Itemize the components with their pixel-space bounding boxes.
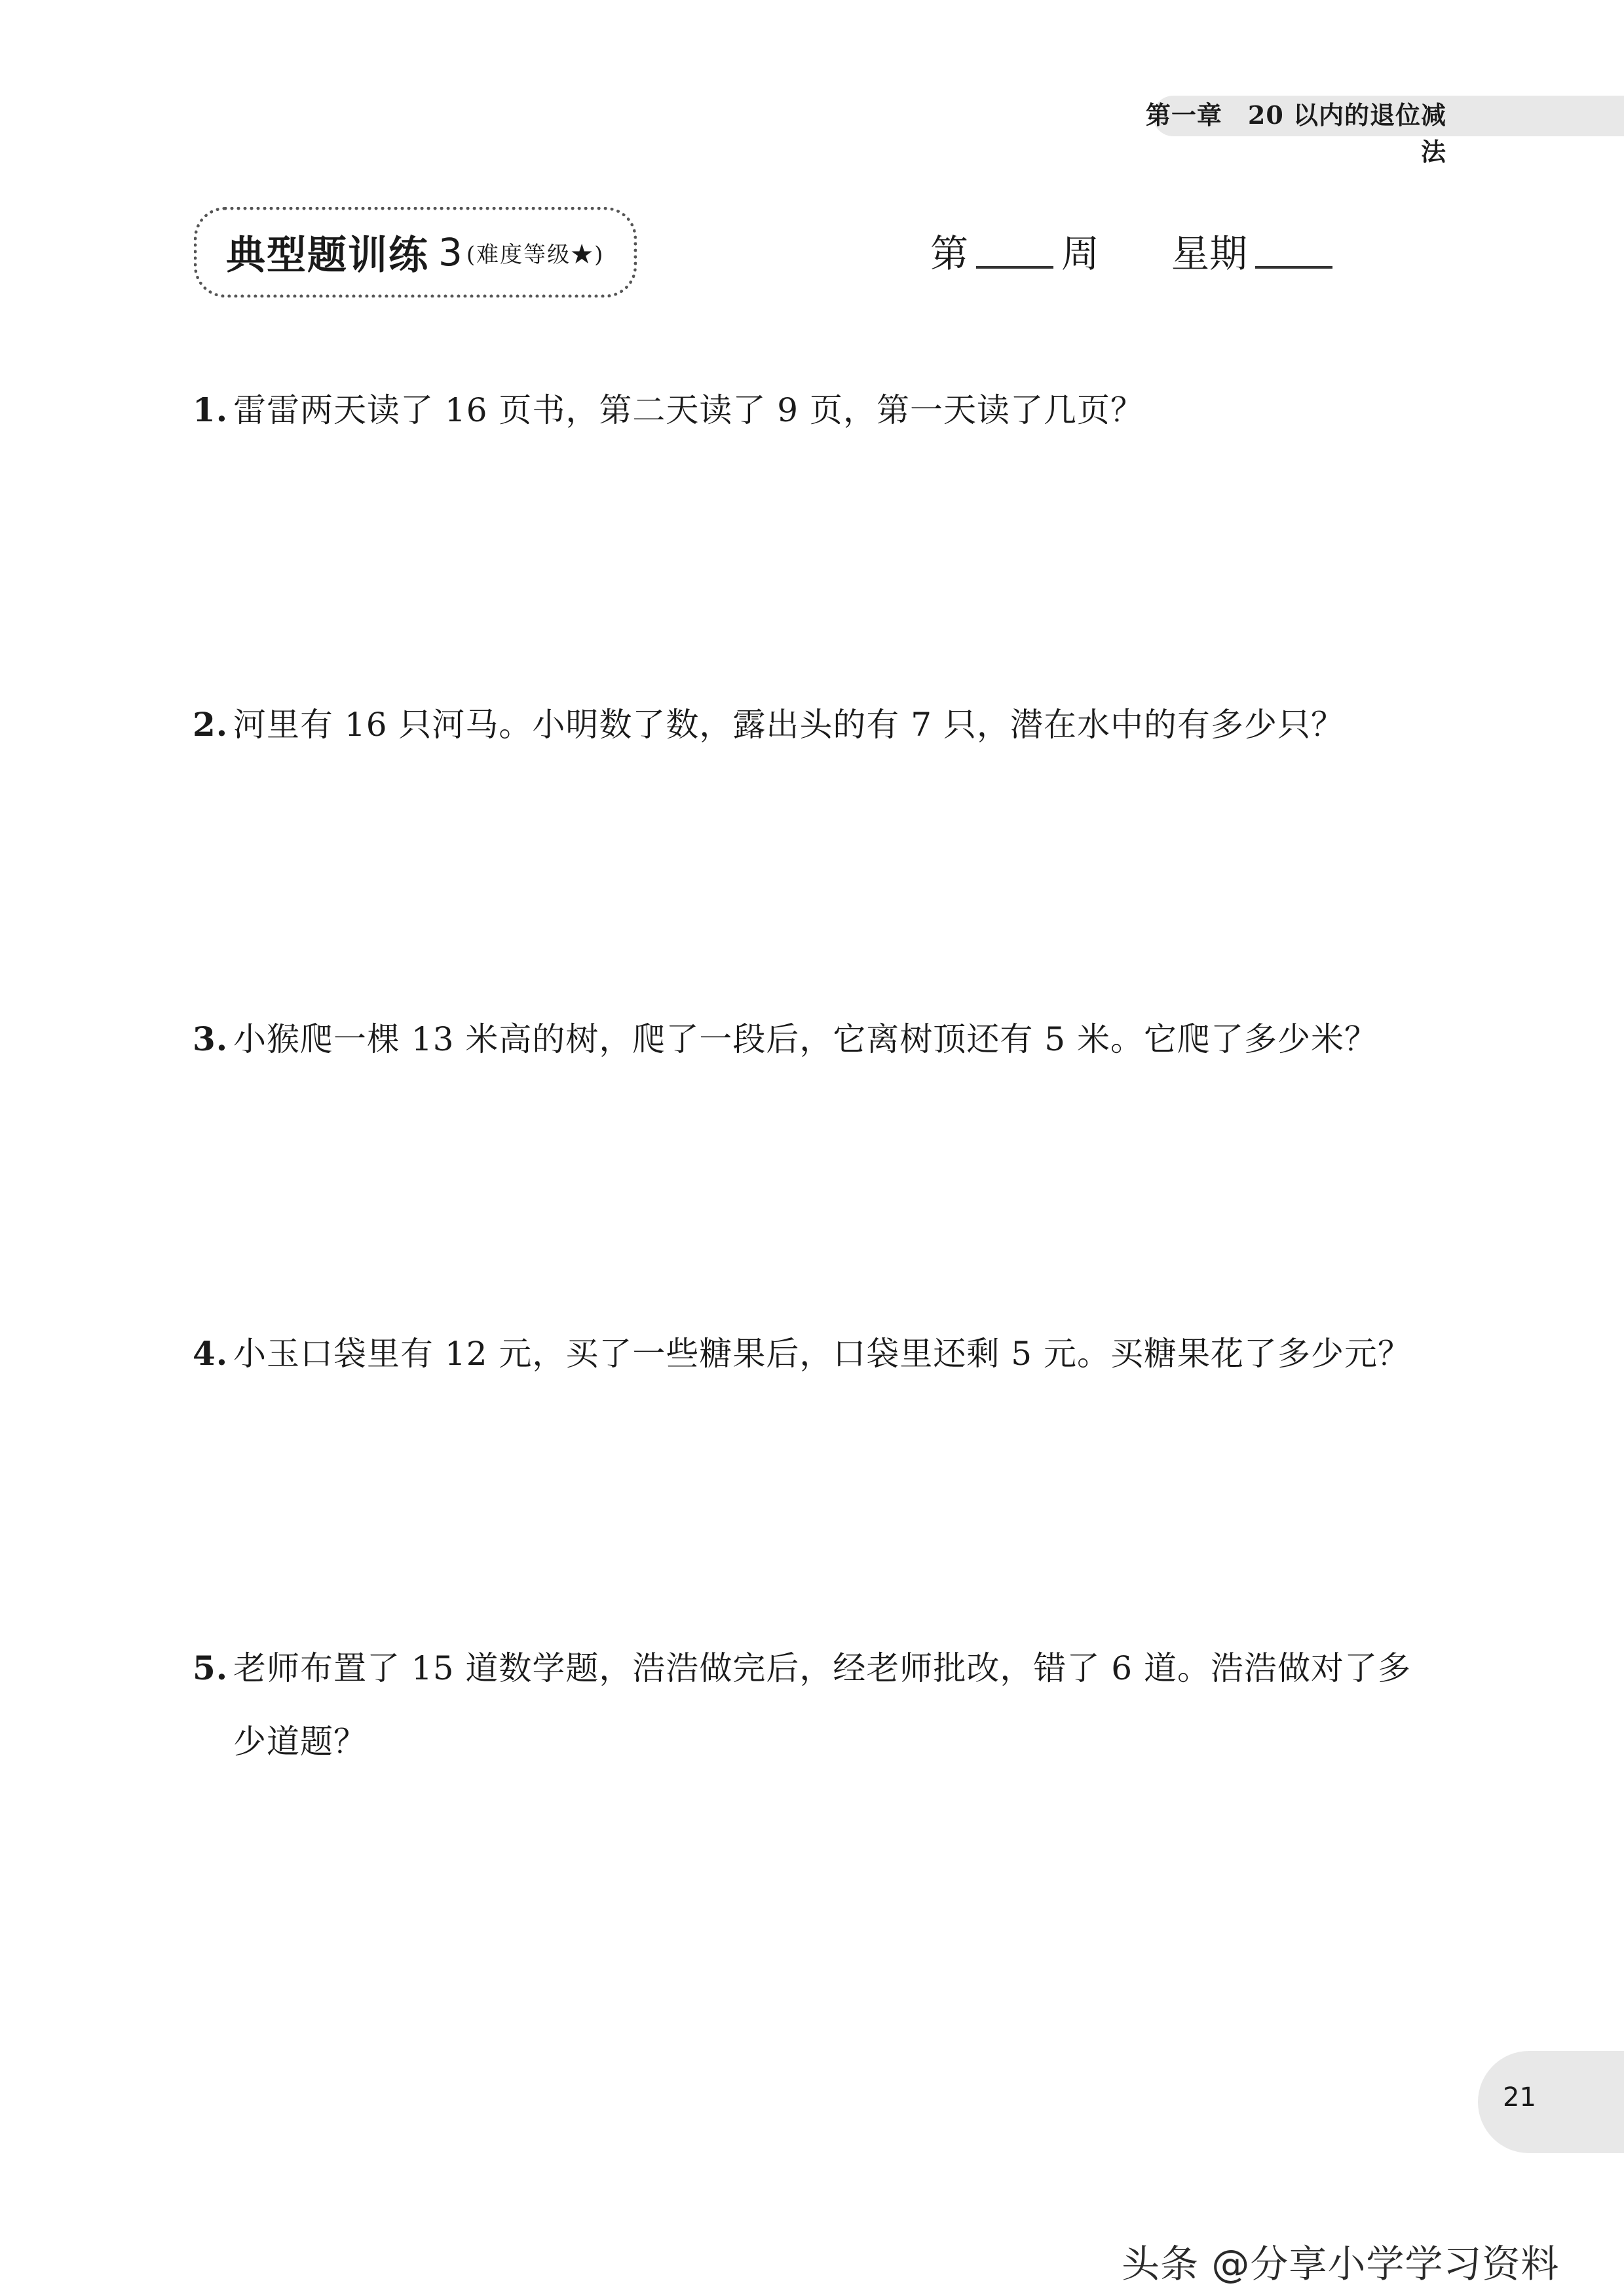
- difficulty-label: (难度等级★): [466, 241, 605, 268]
- watermark-text: 头条 @分享小学学习资料: [1122, 2242, 1560, 2286]
- question-4: [193, 1317, 1450, 1390]
- question-text: 河里有 16 只河马。小明数了数，露出头的有 7 只，潜在水中的有多少只？: [233, 706, 1345, 744]
- question-5: [193, 1632, 1437, 1778]
- question-number: 4.: [193, 1334, 229, 1373]
- question-number: 1.: [193, 391, 229, 429]
- question-text: 小猴爬一棵 13 米高的树，爬了一段后，它离树顶还有 5 米。它爬了多少米？: [233, 1020, 1378, 1058]
- question-3: [193, 1003, 1450, 1076]
- question-number: 3.: [193, 1020, 229, 1058]
- question-text: 老师布置了 15 道数学题，浩浩做完后，经老师批改，错了 6 道。浩浩做对了多少道题？: [233, 1649, 1412, 1761]
- exercise-title-box: [194, 207, 637, 297]
- weekday-blank[interactable]: [1255, 266, 1332, 269]
- chapter-title: 第一章 20 以内的退位减法: [1145, 100, 1446, 166]
- exercise-number: 3: [438, 230, 463, 275]
- page-number-tab: [1478, 2051, 1624, 2153]
- exercise-title: 典型题训练: [226, 233, 429, 278]
- question-2: [193, 688, 1450, 761]
- question-text: 雷雷两天读了 16 页书，第二天读了 9 页，第一天读了几页？: [233, 391, 1144, 429]
- question-number: 2.: [193, 705, 229, 744]
- question-number: 5.: [193, 1649, 229, 1687]
- week-number-blank[interactable]: [976, 266, 1053, 269]
- week-label: 周: [1061, 231, 1100, 276]
- question-1: [193, 373, 1450, 447]
- question-text: 小玉口袋里有 12 元，买了一些糖果后，口袋里还剩 5 元。买糖果花了多少元？: [233, 1335, 1412, 1373]
- week-date-line: [930, 219, 1340, 278]
- weekday-label: 星期: [1171, 231, 1248, 276]
- page-number: 21: [1503, 2082, 1536, 2113]
- week-prefix-label: 第: [930, 231, 969, 276]
